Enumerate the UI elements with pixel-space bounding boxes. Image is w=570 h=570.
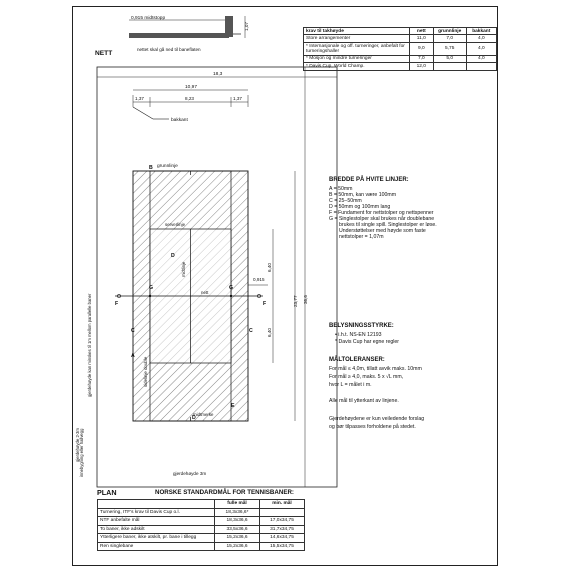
- tolerance-line: hvor L = målet i m.: [329, 382, 372, 388]
- svg-text:8,23: 8,23: [185, 96, 194, 101]
- net-note: nettet skal gå ned til baneflaten: [137, 47, 201, 52]
- tolerance-line: Alle mål til ytterkant av linjene.: [329, 398, 399, 404]
- drawing-sheet: [72, 6, 498, 566]
- plan-label: PLAN: [97, 488, 117, 497]
- svg-text:18,3: 18,3: [213, 72, 223, 77]
- svg-text:A: A: [131, 353, 135, 359]
- court-drawing: [73, 7, 499, 567]
- svg-text:6,40: 6,40: [267, 328, 272, 337]
- label-midtlinje: midtlinje: [181, 261, 186, 277]
- svg-text:36,6: 36,6: [303, 295, 308, 304]
- label-grunnlinje: grunnlinje: [157, 164, 178, 169]
- svg-text:gjerdehøyde 2-3m: gjerdehøyde 2-3m: [75, 428, 80, 462]
- label-midtmerke: midtmerke: [193, 412, 214, 417]
- svg-text:gjerdehøyde kan minskes til 1m: gjerdehøyde kan minskes til 1m mellom parallelle baner: [87, 293, 92, 397]
- svg-text:10,97: 10,97: [185, 85, 198, 90]
- svg-text:C: C: [131, 328, 135, 334]
- net-post-dim: 0,915 midtstopp: [131, 16, 166, 21]
- tolerance-title: MÅLTOLERANSER:: [329, 357, 385, 363]
- svg-text:F: F: [115, 301, 119, 307]
- white-lines-list: A = 50mm B = 50mm, kan være 100mm C = 25–50mm D = 50mm og 100mm lang F = Fundament for nettstolper og nettspenner G = Singlestolper skal brukes når doublebane brukes til single spill. Singlestolper er løse. Understøttelser med høyde som faste nettstolper = 1,07m: [329, 186, 437, 240]
- tolerance-line: og bør tilpasses forholdene på stedet.: [329, 424, 416, 430]
- label-nett: nett: [201, 290, 209, 295]
- net-title: NETT: [95, 50, 113, 57]
- white-lines-title: BREDDE PÅ HVITE LINJER:: [329, 177, 409, 183]
- norm-table-title: NORSKE STANDARDMÅL FOR TENNISBANER:: [155, 489, 294, 496]
- width-dimensions: [97, 71, 337, 123]
- bakkant-label: bakkant: [171, 118, 188, 123]
- net-detail: [95, 15, 249, 57]
- svg-text:C: C: [249, 328, 253, 334]
- svg-text:D: D: [192, 415, 196, 421]
- svg-text:G: G: [229, 285, 234, 291]
- svg-text:D: D: [171, 253, 175, 259]
- tolerance-line: For mål ≤ 4,0m, tillatt avvik maks. 10mm: [329, 366, 422, 372]
- ceiling-height-table: krav til takhøyde nett grunnlinje bakkant Store arrangementer 11,0 7,0 4,0 * Internasjonale og off. turneringer, anbefalt for turneringshaller 9,0 5,75 4,0 * Mosjon og mindre turneringer 7,0 5,0 4,0 * Davis Cup, World Champ. 12,0: [303, 27, 497, 71]
- net-height-dim: 1,07: [244, 22, 249, 31]
- tolerance-line: For mål ≥ 4,0, maks. 5 x √L mm,: [329, 374, 404, 380]
- norm-table: fulle mål min. mål Turnering, ITF's krav til Davis Cup o.l. 18,3x36,6* NTF anbefalte mål 18,3x36,6 17,0x34,75 To baner, ikke adskilt 33,5x36,6 31,7x34,75 Ytterligere baner, ikke atskilt, pr. bane i tillegg 15,2x36,6 14,6x34,75 Ren singlebane 15,2x36,6 15,5x34,75: [97, 499, 305, 551]
- svg-text:1,37: 1,37: [233, 96, 242, 101]
- svg-text:E: E: [231, 403, 235, 409]
- length-dimensions: [248, 67, 308, 487]
- tolerance-line: Gjerdehøydene er kun veiledende forslag: [329, 416, 425, 422]
- svg-text:23,77: 23,77: [293, 295, 298, 307]
- svg-text:F: F: [263, 301, 267, 307]
- svg-text:1,37: 1,37: [135, 96, 144, 101]
- label-sidelinje: sidelinje double: [143, 356, 148, 387]
- label-serverlinje: serverlinje: [165, 222, 186, 227]
- svg-text:innebygning eller hallvegg: innebygning eller hallvegg: [79, 428, 84, 477]
- lighting-line-2: * Davis Cup har egne regler: [335, 339, 400, 345]
- svg-text:0,915: 0,915: [253, 277, 265, 282]
- svg-text:B: B: [149, 165, 153, 171]
- svg-text:6,40: 6,40: [267, 263, 272, 272]
- lighting-line-1: • i.h.t. NS-EN 12193: [335, 332, 382, 338]
- svg-text:gjerdehøyde 3m: gjerdehøyde 3m: [173, 471, 207, 476]
- svg-text:G: G: [149, 285, 154, 291]
- lighting-title: BELYSNINGSSTYRKE:: [329, 323, 394, 329]
